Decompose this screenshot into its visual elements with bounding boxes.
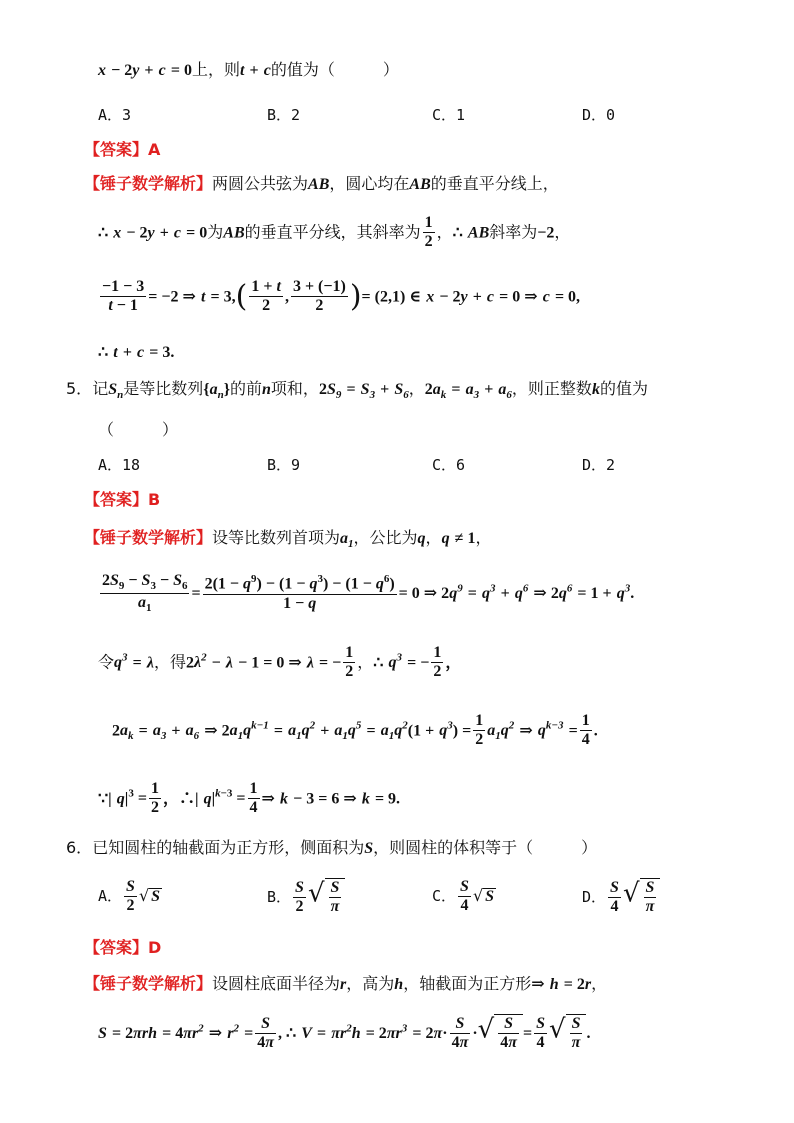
analysis-text: ， — [436, 222, 453, 242]
q4-stem-paren: 的值为（ ） — [270, 60, 399, 79]
q6-option-b[interactable]: B． $\frac{S}{2}$ √ $\frac{S}{\pi}$ — [267, 878, 345, 917]
analysis-text: 两圆公共弦为 — [212, 174, 309, 193]
stem-text: ，则正整数 — [511, 379, 592, 398]
stem-text: ，则圆柱的体积等于（ ） — [373, 838, 598, 857]
q4-option-a[interactable]: A．3 — [98, 106, 132, 124]
q6-option-a[interactable]: A． $\frac{S}{2}$ √ S — [98, 878, 161, 915]
q5-analysis-line2: $\frac{2S_9 - S_3 - S_6}{a_1}$ = $\frac{2(1 - q^9) - (1 - q^3) - (1 - q^6)}{1 - q}$ = 0 ⇒ $2q^9 = q^3 + q^6$ ⇒ $2q^6 = 1 + q^3$. — [102, 572, 635, 615]
q5-analysis-line5: ∵| $q|^3$ = $\frac{1}{2}$ ，∴| $q|^{k-3}$ = $\frac{1}{4}$ ⇒ k − 3 = 6 ⇒ k = 9. — [98, 780, 401, 817]
q5-analysis-line4: $2a_k = a_3 + a_6$ ⇒ $2a_1q^{k-1} = a_1q^2 + a_1q^5 = a_1q^2(1 + q^3)$ = $\frac{1}{2}$ $a_1q^2$ ⇒ $q^{k-3}$ = $\frac{1}{4}$ . — [112, 712, 598, 749]
answer-tag: 【答案】 — [84, 938, 149, 957]
q5-analysis-line1: 【锤子数学解析】设等比数列首项为$a_1$，公比为q，q ≠ 1， — [84, 528, 492, 551]
question-number: 6． — [66, 838, 93, 857]
q5-option-b[interactable]: B．9 — [267, 456, 301, 474]
answer-tag: 【答案】 — [84, 140, 149, 159]
q4-stem-text: 上，则 — [191, 60, 240, 79]
analysis-text: 的垂直平分线，其斜率为 — [244, 222, 421, 242]
analysis-text: ， — [591, 974, 608, 993]
stem-text: 项和， — [270, 379, 319, 398]
q5-option-a[interactable]: A．18 — [98, 456, 141, 474]
q6-analysis-line2: $S = 2\pi rh = 4\pi r^2$ ⇒ $r^2$ = $\frac{S}{4\pi}$ , ∴ $V = \pi r^2h = 2\pi r^3 = 2\pi\cdot$ $\frac{S}{4\pi}$ ·√ $\frac{S}{4\pi}$ = $\frac{S}{4}$ √ $\frac{S}{\pi}$ . — [98, 1014, 591, 1052]
q6-answer — [84, 940, 161, 956]
q5-option-d[interactable]: D．2 — [582, 456, 616, 474]
analysis-text: ， — [554, 222, 571, 242]
analysis-text: ，高为 — [346, 974, 395, 993]
stem-text: 记 — [92, 379, 109, 398]
option-letter: B． — [267, 887, 292, 906]
q4-option-c[interactable]: C．1 — [432, 106, 466, 124]
answer-value: A — [148, 140, 161, 159]
q6-analysis-line1: 【锤子数学解析】设圆柱底面半径为r，高为h，轴截面为正方形⇒ h = 2r， — [84, 974, 608, 993]
analysis-text: 令 — [98, 652, 115, 672]
q4-stem-tail: x − 2y + c = 0上，则t + c的值为（ ） — [98, 60, 399, 79]
stem-text: 是等比数列 — [123, 379, 204, 398]
analysis-tag: 【锤子数学解析】 — [84, 528, 213, 547]
stem-text: 的值为 — [599, 379, 648, 398]
q4-analysis-line4: ∴ t + c = 3. — [98, 344, 175, 361]
q4-option-b[interactable]: B．2 — [267, 106, 301, 124]
analysis-text: 设等比数列首项为 — [212, 528, 341, 547]
stem-text: 已知圆柱的轴截面为正方形，侧面积为 — [92, 838, 365, 857]
q5-stem-paren: （ ） — [98, 420, 179, 439]
analysis-text: 设圆柱底面半径为 — [212, 974, 341, 993]
q5-answer — [84, 492, 160, 508]
analysis-text: ，公比为 — [353, 528, 418, 547]
q5-stem: 5．记$S_n$是等比数列$\{a_n\}$的前n项和，$2S_9 = S_3 + S_6$，$2a_k = a_3 + a_6$，则正整数k的值为 — [66, 379, 648, 402]
analysis-text: 的垂直平分线上， — [430, 174, 559, 193]
analysis-text: ， — [357, 652, 374, 672]
stem-text: 的前 — [230, 379, 263, 398]
option-letter: A． — [98, 887, 123, 906]
q6-stem: 6．已知圆柱的轴截面为正方形，侧面积为S，则圆柱的体积等于（ ） — [66, 838, 598, 857]
analysis-tag: 【锤子数学解析】 — [84, 174, 213, 193]
q4-option-d[interactable]: D．0 — [582, 106, 616, 124]
analysis-text: 斜率为 — [489, 222, 538, 242]
analysis-tag: 【锤子数学解析】 — [84, 974, 213, 993]
analysis-text: ，得 — [153, 652, 186, 672]
analysis-text: 为 — [207, 222, 224, 242]
question-number: 5． — [66, 379, 93, 398]
stem-text: ， — [408, 379, 425, 398]
q4-analysis-line3: $\frac{-1 - 3}{t - 1}$ = −2 ⇒ t = 3,( $\frac{1 + t}{2}$ , $\frac{3 + (-1)}{2}$ )= (2,1) ∈ x − 2y + c = 0 ⇒ c = 0, — [102, 278, 581, 315]
q4-analysis-line1: 【锤子数学解析】两圆公共弦为AB，圆心均在AB的垂直平分线上， — [84, 174, 559, 193]
q5-option-c[interactable]: C．6 — [432, 456, 466, 474]
option-letter: C． — [432, 887, 457, 906]
analysis-text: ， — [475, 528, 492, 547]
option-letter: D． — [582, 887, 607, 906]
answer-value: B — [148, 490, 161, 509]
analysis-text: ，轴截面为正方形 — [403, 974, 532, 993]
answer-value: D — [148, 938, 162, 957]
q6-option-d[interactable]: D． $\frac{S}{4}$ √ $\frac{S}{\pi}$ — [582, 878, 660, 917]
answer-tag: 【答案】 — [84, 490, 149, 509]
q4-analysis-line2: ∴ x − 2y + c = 0为AB的垂直平分线，其斜率为 $\frac{1}{2}$ ，∴ AB斜率为−2， — [98, 214, 571, 251]
q4-answer — [84, 142, 160, 158]
analysis-text: ， — [425, 528, 442, 547]
q5-analysis-line3: 令$q^3 = \lambda$，得$2\lambda^2 - \lambda - 1 = 0$ ⇒ λ = − $\frac{1}{2}$ ，∴ $q^3$ = − $\frac{1}{2}$ ， — [98, 644, 462, 681]
q6-option-c[interactable]: C． $\frac{S}{4}$ √ S — [432, 878, 495, 915]
analysis-text: ，圆心均在 — [329, 174, 410, 193]
